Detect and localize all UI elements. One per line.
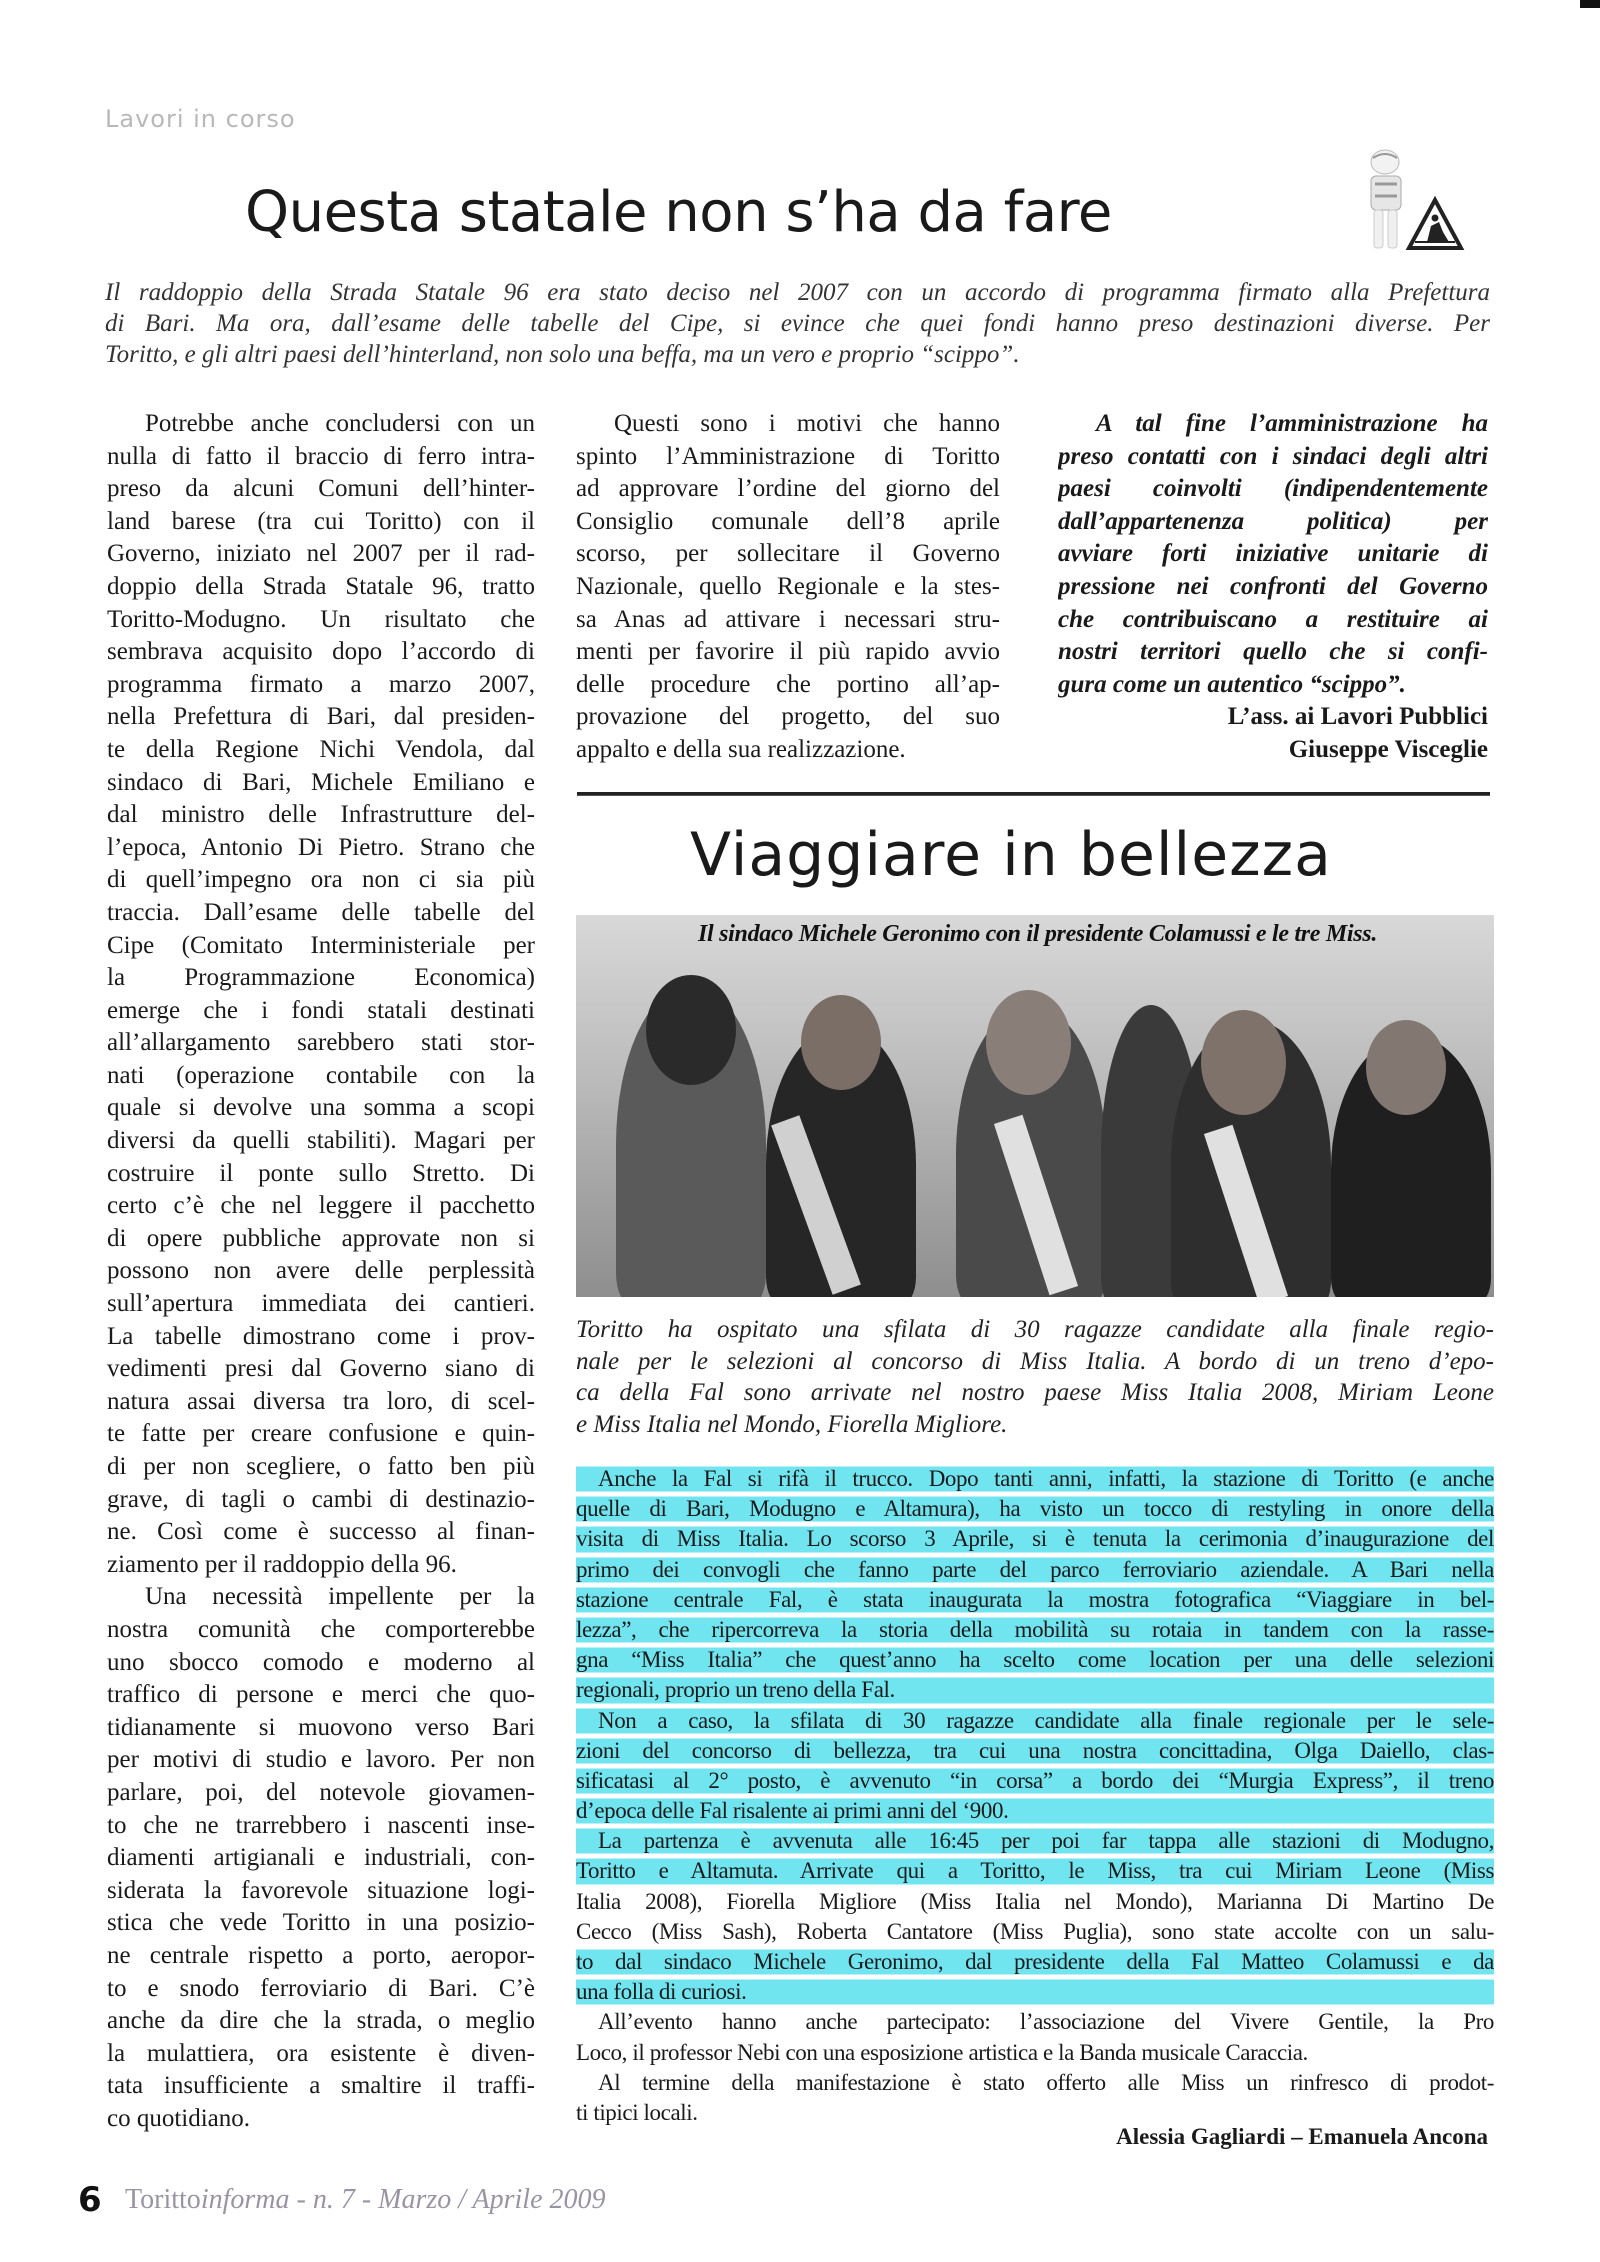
column-line: nulla di fatto il braccio di ferro intra- <box>107 442 535 470</box>
column-line: stica che vede Toritto in una posizio- <box>107 1909 535 1937</box>
column-line: delle procedure che portino all’ap- <box>576 670 1000 698</box>
body-line: primo dei convogli che fanno parte del parco ferroviario aziendale. A Bari nella <box>576 1555 1494 1585</box>
signature-role: L’ass. ai Lavori Pubblici <box>1227 703 1488 731</box>
column-line: all’allargamento sarebbero stati stor- <box>107 1029 535 1057</box>
column-line: emerge che i fondi statali destinati <box>107 996 535 1024</box>
column-line: gura come un autentico “scippo”. <box>1058 670 1406 698</box>
body-line: Toritto e Altamuta. Arrivate qui a Toritto, le Miss, tra cui Miriam Leone (Miss <box>576 1856 1494 1886</box>
body-line: sificatasi al 2° posto, è avvenuto “in corsa” a bordo dei “Murgia Express”, il treno <box>576 1766 1494 1796</box>
publication-name: Toritto <box>125 2184 201 2215</box>
column-line: sull’apertura immediata dei cantieri. <box>107 1290 535 1318</box>
intro-line: Toritto ha ospitato una sfilata di 30 ragazze candidate alla finale regio- <box>576 1316 1494 1343</box>
column-line: nella Prefettura di Bari, dal presiden- <box>107 703 535 731</box>
column-line: di opere pubbliche approvate non si <box>107 1224 535 1252</box>
body-line: ti tipici locali. <box>576 2099 698 2125</box>
body-line: to dal sindaco Michele Geronimo, dal presidente della Fal Matteo Colamussi e da <box>576 1947 1494 1977</box>
column-line: siderata la favorevole situazione logi- <box>107 1876 535 1904</box>
article-body <box>576 1464 1494 2128</box>
body-line: d’epoca delle Fal risalente ai primi anni del ‘900. <box>576 1796 1494 1826</box>
column-line: ziamento per il raddoppio della 96. <box>107 1550 457 1578</box>
photo-caption: Il sindaco Michele Geronimo con il presidente Colamussi e le tre Miss. <box>698 921 1378 947</box>
column-line: uno sbocco comodo e moderno al <box>107 1648 535 1676</box>
column-line: Cipe (Comitato Interministeriale per <box>107 931 535 959</box>
column-line: ne centrale rispetto a porto, aeropor- <box>107 1941 535 1969</box>
body-line: lezza”, che ripercorreva la storia della mobilità su rotaia in tandem con la rasse- <box>576 1615 1494 1645</box>
column-line: nostri territori quello che si confi- <box>1058 638 1488 666</box>
column-line: paesi coinvolti (indipendentemente <box>1058 475 1488 503</box>
column-line: diversi da quelli stabiliti). Magari per <box>107 1127 535 1155</box>
scan-corner-mark <box>1580 0 1600 8</box>
event-photo <box>576 915 1494 1297</box>
column-line: sa Anas ad attivare i necessari stru- <box>576 605 1000 633</box>
column-line: nostra comunità che comporterebbe <box>107 1615 535 1643</box>
lede-line: di Bari. Ma ora, dall’esame delle tabelle del Cipe, si evince che quei fondi hanno preso destinazioni diverse. Per <box>105 310 1490 337</box>
column-line: possono non avere delle perplessità <box>107 1257 535 1285</box>
article-column-2 <box>576 408 1000 767</box>
column-line: di quell’impegno ora non ci sia più <box>107 866 535 894</box>
column-line: la Programmazione Economica) <box>107 964 535 992</box>
column-line: te della Regione Nichi Vendola, dal <box>107 735 535 763</box>
column-line: scorso, per sollecitare il Governo <box>576 540 1000 568</box>
column-line: traccia. Dall’esame delle tabelle del <box>107 898 535 926</box>
column-line: per motivi di studio e lavoro. Per non <box>107 1746 535 1774</box>
column-line: La tabelle dimostrano come i prov- <box>107 1322 535 1350</box>
article-byline: Alessia Gagliardi – Emanuela Ancona <box>1116 2124 1488 2149</box>
body-line: Non a caso, la sfilata di 30 ragazze candidate alla finale regionale per le sele- <box>576 1706 1494 1736</box>
lede-line: Il raddoppio della Strada Statale 96 era stato deciso nel 2007 con un accordo di programma firmato alla Prefettura <box>105 279 1490 306</box>
column-line: co quotidiano. <box>107 2104 251 2132</box>
column-line: doppio della Strada Statale 96, tratto <box>107 572 535 600</box>
body-line: regionali, proprio un treno della Fal. <box>576 1675 1494 1705</box>
column-line: Governo, iniziato nel 2007 per il rad- <box>107 540 535 568</box>
article-column-3-highlight <box>1058 408 1488 767</box>
column-line: che contribuiscano a restituire ai <box>1058 605 1488 633</box>
column-line: ad approvare l’ordine del giorno del <box>576 475 1000 503</box>
article-separator <box>577 792 1490 796</box>
body-line: La partenza è avvenuta alle 16:45 per poi far tappa alle stazioni di Modugno, <box>576 1826 1494 1856</box>
body-line: quelle di Bari, Modugno e Altamura), ha visto un tocco di restyling in onore della <box>576 1494 1494 1524</box>
photo-figure <box>646 975 736 1085</box>
column-line: nati (operazione contabile con la <box>107 1061 535 1089</box>
column-line: sembrava acquisito dopo l’accordo di <box>107 638 535 666</box>
column-line: grave, di tagli o cambi di destinazio- <box>107 1485 535 1513</box>
column-line: natura assai diversa tra loro, di scel- <box>107 1387 535 1415</box>
intro-line: nale per le selezioni al concorso di Miss Italia. A bordo di un treno d’epo- <box>576 1347 1494 1375</box>
column-line: certo c’è che nel leggere il pacchetto <box>107 1192 535 1220</box>
body-line: Loco, il professor Nebi con una esposizione artistica e la Banda musicale Caraccia. <box>576 2039 1308 2065</box>
column-line: avviare forti iniziative unitarie di <box>1058 540 1488 568</box>
article-column-1 <box>107 408 535 2135</box>
column-line: l’epoca, Antonio Di Pietro. Strano che <box>107 833 535 861</box>
column-line: tata insufficiente a smaltire il traffi- <box>107 2072 535 2100</box>
column-line: Questi sono i motivi che hanno <box>614 410 1000 437</box>
column-line: preso contatti con i sindaci degli altri <box>1058 442 1488 470</box>
column-line: ne. Così come è successo al finan- <box>107 1518 535 1546</box>
photo-figure <box>1201 1010 1286 1115</box>
column-line: vedimenti presi dal Governo siano di <box>107 1355 535 1383</box>
column-line: tidianamente si muovono verso Bari <box>107 1713 535 1741</box>
column-line: dall’appartenenza politica) per <box>1058 507 1488 535</box>
body-line: visita di Miss Italia. Lo scorso 3 Aprile, si è tenuta la cerimonia d’inaugurazione del <box>576 1524 1494 1554</box>
signature-name: Giuseppe Visceglie <box>1288 735 1488 763</box>
column-line: appalto e della sua realizzazione. <box>576 735 906 763</box>
photo-figure <box>1366 1020 1446 1115</box>
publication-footer <box>125 2184 606 2216</box>
page-number: 6 <box>78 2180 102 2220</box>
article-title: Questa statale non s’ha da fare <box>245 180 1112 245</box>
body-line: All’evento hanno anche partecipato: l’associazione del Vivere Gentile, la Pro <box>598 2009 1494 2035</box>
column-line: Una necessità impellente per la <box>145 1583 535 1611</box>
body-line: stazione centrale Fal, è stata inaugurata la mostra fotografica “Viaggiare in bel- <box>576 1585 1494 1615</box>
column-line: parlare, poi, del notevole giovamen- <box>107 1778 535 1806</box>
column-line: diamenti artigianali e industriali, con- <box>107 1844 535 1872</box>
column-line: quale si devolve una somma a scopi <box>107 1094 535 1122</box>
body-line: una folla di curiosi. <box>576 1977 1494 2007</box>
column-line: pressione nei confronti del Governo <box>1058 572 1488 600</box>
column-line: la mulattiera, ora esistente è diven- <box>107 2039 535 2067</box>
column-line: spinto l’Amministrazione di Toritto <box>576 442 1000 470</box>
photo-figure <box>801 995 881 1090</box>
column-line: menti per favorire il più rapido avvio <box>576 638 1000 666</box>
column-line: Nazionale, quello Regionale e la stes- <box>576 572 1000 600</box>
body-line: Al termine della manifestazione è stato offerto alle Miss un rinfresco di prodot- <box>598 2069 1494 2095</box>
road-work-icon <box>1355 148 1465 258</box>
column-line: to che ne trarrebbero i nascenti inse- <box>107 1811 535 1839</box>
column-line: costruire il ponte sullo Stretto. Di <box>107 1159 535 1187</box>
column-line: A tal fine l’amministrazione ha <box>1096 410 1488 437</box>
column-line: Potrebbe anche concludersi con un <box>145 410 535 437</box>
column-line: traffico di persone e merci che quo- <box>107 1681 535 1709</box>
column-line: provazione del progetto, del suo <box>576 703 1000 731</box>
lede-line: Toritto, e gli altri paesi dell’hinterland, non solo una beffa, ma un vero e proprio “scippo”. <box>105 341 1020 368</box>
column-line: sindaco di Bari, Michele Emiliano e <box>107 768 535 796</box>
intro-line: ca della Fal sono arrivate nel nostro paese Miss Italia 2008, Miriam Leone <box>576 1379 1494 1406</box>
body-line: zioni del concorso di bellezza, tra cui una nostra concittadina, Olga Daiello, clas- <box>576 1736 1494 1766</box>
column-line: di per non scegliere, o fatto ben più <box>107 1453 535 1480</box>
body-line: Cecco (Miss Sash), Roberta Cantatore (Miss Puglia), sono state accolte con un salu- <box>576 1918 1494 1944</box>
column-line: anche da dire che la strada, o meglio <box>107 2007 535 2035</box>
column-line: Consiglio comunale dell’8 aprile <box>576 507 1000 535</box>
section-label: Lavori in corso <box>105 105 296 133</box>
column-line: preso da alcuni Comuni dell’hinter- <box>107 475 535 503</box>
column-line: land barese (tra cui Toritto) con il <box>107 507 535 535</box>
body-line: gna “Miss Italia” che quest’anno ha scelto come location per una delle selezioni <box>576 1645 1494 1675</box>
article-lede <box>105 277 1490 370</box>
body-line: Anche la Fal si rifà il trucco. Dopo tanti anni, infatti, la stazione di Toritto (e anche <box>576 1464 1494 1494</box>
column-line: te fatte per creare confusione e quin- <box>107 1420 535 1448</box>
column-line: to e snodo ferroviario di Bari. C’è <box>107 1974 535 2002</box>
column-line: dal ministro delle Infrastrutture del- <box>107 801 535 829</box>
article-title: Viaggiare in bellezza <box>690 820 1332 890</box>
column-line: Toritto-Modugno. Un risultato che <box>107 605 535 633</box>
photo-figure <box>986 990 1071 1095</box>
body-line: Italia 2008), Fiorella Migliore (Miss Italia nel Mondo), Marianna Di Martino De <box>576 1888 1494 1914</box>
column-line: programma firmato a marzo 2007, <box>107 670 535 698</box>
publication-issue: informa - n. 7 - Marzo / Aprile 2009 <box>200 2184 606 2215</box>
article-intro <box>576 1314 1494 1440</box>
intro-line: e Miss Italia nel Mondo, Fiorella Migliore. <box>576 1410 1008 1438</box>
